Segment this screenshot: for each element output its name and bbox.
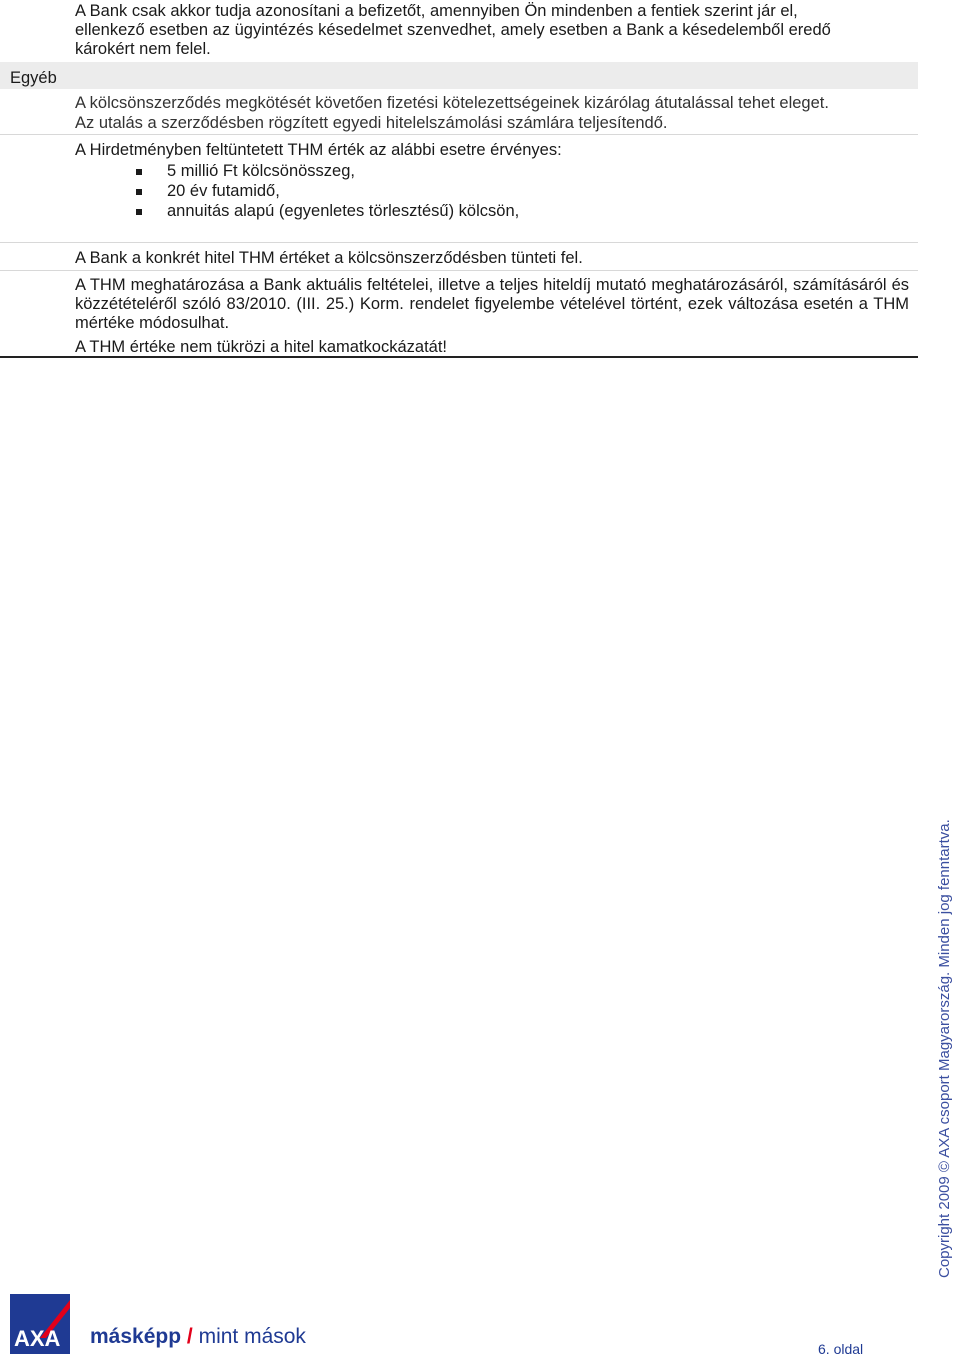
page-number: 6. oldal (818, 1341, 864, 1357)
bullet-icon (136, 209, 142, 215)
bullet-icon (136, 189, 142, 195)
row-divider (0, 134, 918, 135)
thm-intro: A Hirdetményben feltüntetett THM érték az alábbi esetre érvényes: (75, 141, 562, 159)
copyright-vertical: Copyright 2009 © AXA csoport Magyarország. Minden jog fenntartva. (936, 819, 953, 1278)
section-label-egyeb: Egyéb (10, 69, 57, 87)
slogan-separator: / (186, 1325, 193, 1348)
table-bottom-border (0, 356, 918, 358)
row-divider (0, 242, 918, 243)
egyeb-line-2: Az utalás a szerződésben rögzített egyedi hitelelszámolási számlára teljesítendő. (75, 114, 668, 132)
thm-bullet-2: 20 év futamidő, (167, 182, 280, 200)
intro-paragraph: A Bank csak akkor tudja azonosítani a befizetőt, amennyiben Ön mindenben a fentiek szerint jár el, ellenkező esetben az ügyintézés késedelmet szenvedhet, amely esetben a Bank a késedelemből eredő károkért nem felel. (75, 2, 831, 58)
logo-text: AXA (14, 1326, 61, 1351)
slogan-part-1: másképp (90, 1325, 182, 1348)
bullet-icon (136, 169, 142, 175)
egyeb-line-1: A kölcsönszerződés megkötését követően fizetési kötelezettségeinek kizárólag átutalással tehet eleget. (75, 94, 829, 112)
section-band (0, 62, 918, 89)
thm-warning: A THM értéke nem tükrözi a hitel kamatkockázatát! (75, 338, 448, 356)
thm-bank-line: A Bank a konkrét hitel THM értéket a kölcsönszerződésben tünteti fel. (75, 249, 583, 267)
slogan-part-2: mint mások (198, 1325, 306, 1348)
thm-method-paragraph: A THM meghatározása a Bank aktuális feltételei, illetve a teljes hiteldíj mutató meghatározásáról, számításáról és közzétételéről szóló 83/2010. (III. 25.) Korm. rendelet figyelembe vételével történt, ezek változása esetén a THM mértéke módosulhat. (75, 276, 909, 332)
slogan (90, 1325, 306, 1349)
axa-logo (10, 1294, 70, 1354)
thm-bullet-3: annuitás alapú (egyenletes törlesztésű) kölcsön, (167, 202, 520, 220)
thm-bullet-1: 5 millió Ft kölcsönösszeg, (167, 162, 355, 180)
row-divider (0, 270, 918, 271)
